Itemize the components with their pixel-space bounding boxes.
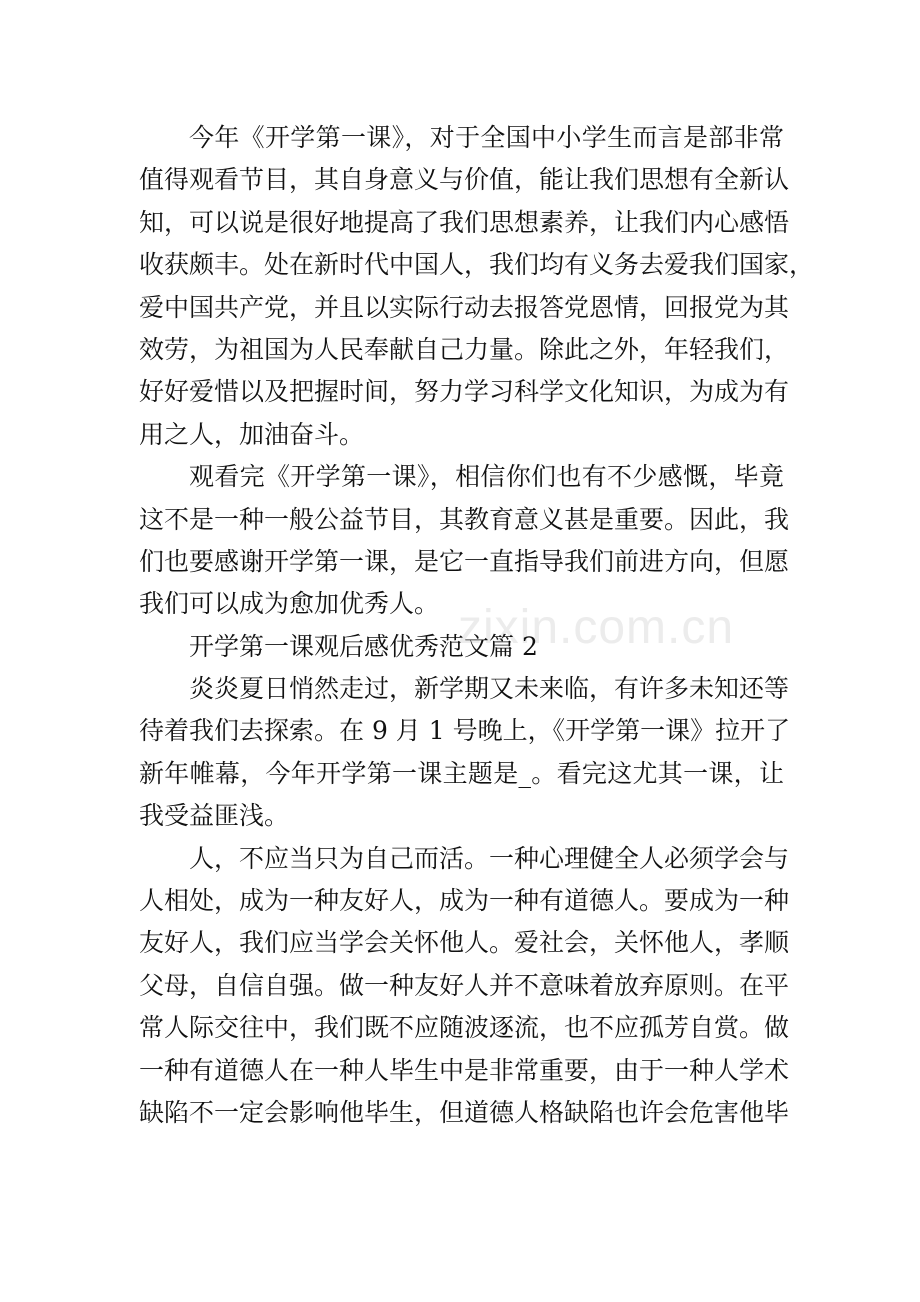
- body-text: [139, 117, 815, 1134]
- watermark: zixin.com.cn: [458, 601, 735, 654]
- text-line: 父母，自信自强。做一种友好人并不意味着放弃原则。在平: [139, 970, 790, 1000]
- text-line: 新年帷幕，今年开学第一课主题是_。看完这尤其一课，让: [139, 758, 784, 788]
- text-line: 今年《开学第一课》，对于全国中小学生而言是部非常: [189, 123, 784, 152]
- text-line: 我受益匪浅。: [139, 801, 290, 831]
- text-line: 好好爱惜以及把握时间，努力学习科学文化知识，为成为有: [139, 377, 790, 407]
- text-line: 这不是一种一般公益节目，其教育意义甚是重要。因此，我: [139, 504, 790, 534]
- text-line: 常人际交往中，我们既不应随波逐流，也不应孤芳自赏。做: [139, 1013, 790, 1043]
- text-line: 我们可以成为愈加优秀人。: [139, 589, 440, 619]
- text-line: 待着我们去探索。在 9 月 1 号晚上，《开学第一课》拉开了: [139, 716, 791, 746]
- text-line: 友好人，我们应当学会关怀他人。爱社会，关怀他人，孝顺: [139, 928, 790, 958]
- text-line: 效劳，为祖国为人民奉献自己力量。除此之外，年轻我们，: [139, 334, 790, 364]
- text-line: 知，可以说是很好地提高了我们思想素养，让我们内心感悟: [139, 207, 790, 237]
- text-line: 爱中国共产党，并且以实际行动去报答党恩情，回报党为其: [139, 292, 790, 322]
- text-line: 们也要感谢开学第一课，是它一直指导我们前进方向，但愿: [139, 546, 790, 576]
- section-heading: 开学第一课观后感优秀范文篇 2: [189, 631, 538, 661]
- text-line: 收获颇丰。处在新时代中国人，我们均有义务去爱我们国家，: [139, 250, 815, 280]
- text-line: 人相处，成为一种友好人，成为一种有道德人。要成为一种: [139, 886, 790, 916]
- text-line: 值得观看节目，其自身意义与价值，能让我们思想有全新认: [139, 165, 790, 195]
- text-line: 人，不应当只为自己而活。一种心理健全人必须学会与: [189, 843, 790, 873]
- text-line: 缺陷不一定会影响他毕生，但道德人格缺陷也许会危害他毕: [139, 1097, 790, 1127]
- text-line: 炎炎夏日悄然走过，新学期又未来临，有许多未知还等: [189, 674, 790, 704]
- text-line: 观看完《开学第一课》，相信你们也有不少感慨，毕竟: [189, 462, 784, 492]
- text-line: 一种有道德人在一种人毕生中是非常重要，由于一种人学术: [139, 1055, 790, 1085]
- text-line: 用之人，加油奋斗。: [139, 419, 365, 449]
